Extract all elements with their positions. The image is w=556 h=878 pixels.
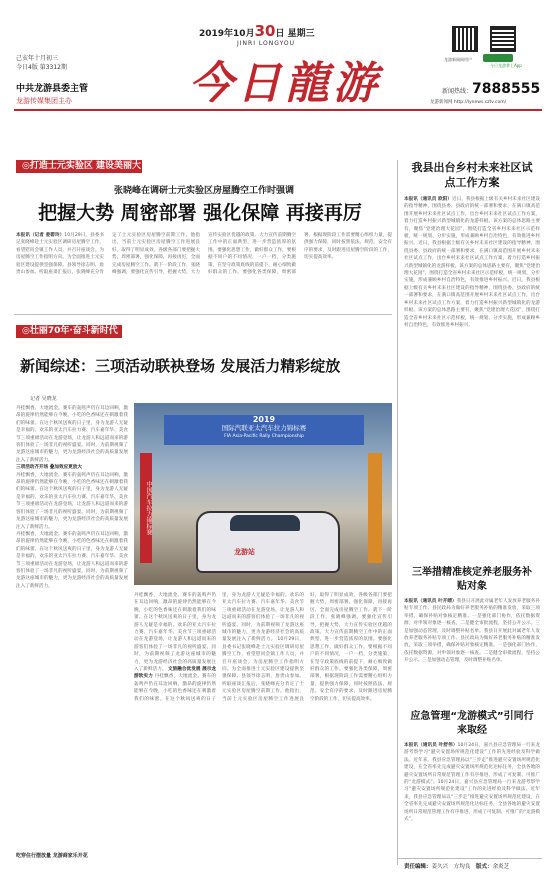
top-byline: 本报讯（记者 姜碧玲） <box>16 233 65 238</box>
side-body-1 <box>404 196 540 554</box>
publisher: 龙游传媒集团主办 <box>16 97 72 105</box>
footer-credits <box>404 862 509 870</box>
issue-number: 今日4版 第3312期 <box>16 64 67 71</box>
section-divider <box>14 314 392 315</box>
right-column-divider <box>397 160 398 865</box>
photo-side-banner: 中国汽车拉力锦标赛 <box>140 453 152 563</box>
rally-car-window <box>230 515 300 531</box>
masthead-rule <box>14 109 542 111</box>
date-suffix: 日 星期三 <box>275 29 315 39</box>
qr-code-1 <box>452 26 478 52</box>
side-headline-2: 三举措精准核定养老服务补贴对象 <box>412 567 532 592</box>
qr-code-2 <box>490 26 516 52</box>
side-article-1 <box>404 160 540 554</box>
masthead-title-text: 今日龍游 <box>189 58 381 109</box>
feature-body-text-3: 丹桂飘香，大地流金。赛车的轰鸣声仍在耳边回响，激昂的旋律仍然能够在今晚，小吃的色香味还在刺激着我们的味蕾。在这个秋风送爽的日子里，身为龙游人无疑是幸福的。欢乐的亚太汽车拉力赛、汽车嘉年华、美食节三项重磅活动在龙游登场，让龙游人和远道而来的游客们体验了一场非凡的视听盛宴。同时，为前期视频了龙游这座城市的魅力，更为龙游经济社会的高质量发展注入了新鲜活力。 <box>16 531 128 589</box>
feature-body-col1 <box>16 405 128 850</box>
side-article-3 <box>404 710 540 860</box>
side-body-text-3b: 10月24日，嘉兴县应急管理局一行来龙游考察学习“避灾安置场所规范化建设”工作的先进经验及科学做法。近年来，我县应急管理局以“三步走”推进避灾安置场所规范化建设，在全省率先完成避灾安置场所规范化达标任务，全县各地的避灾安置场所日常规范管理工作有序推进，形成了可复制、可推广的“龙游模式”。 <box>404 780 540 823</box>
feature-body-text-4: 丹桂飘香，大地流金。赛车的轰鸣声仍在耳边回响，激昂的旋律仍然能够在今晚，小吃的色香味还在刺激着我们的味蕾。在这个秋风送爽的日子里，身为龙游人无疑是幸福的。欢乐的亚太汽车拉力赛、汽车嘉年华、美食节三项重磅活动在龙游登场，让龙游人和远道而来的游客们体验了一场非凡的视听盛宴。同时，为前期视频了龙游这座城市的魅力，更为龙游经济社会的高质量发展注入了新鲜活力。 <box>134 593 216 673</box>
side-byline-3: 本报讯（通讯员 叶舒伟） <box>404 743 458 748</box>
side-article-2 <box>404 566 540 690</box>
footer-rule <box>398 858 542 859</box>
top-body <box>16 232 392 304</box>
lunar-date: 己亥年十月初三 <box>16 55 59 62</box>
editor-label: 责任编辑： <box>404 864 432 870</box>
photo-banner-english: FIA Asia-Pacific Rally Championship <box>224 434 304 439</box>
proofreader: 方均良 <box>453 864 471 870</box>
feature-subhead-1: 三项活动齐开场 叠加效应更放大 <box>16 465 82 471</box>
side-body-2 <box>404 598 540 690</box>
feature-photo <box>134 403 392 585</box>
side-headline-3: 应急管理“龙游模式”引同行来取经 <box>410 711 534 736</box>
photo-banner-year: 2019 <box>252 415 276 424</box>
hotline-number: 7888555 <box>472 81 541 97</box>
feature-byline: 记者 吴晓龙 <box>30 396 57 402</box>
sponsor: 中共龙游县委主管 <box>16 84 89 94</box>
masthead-title <box>140 54 430 114</box>
date-line <box>199 22 315 40</box>
feature-body-cols <box>134 592 392 862</box>
side-body-text-1b: 近日，我县根据上级有关乡村未来社区建设的指导精神，围绕县委、县政府的统一部署和要求，在满口镇高范围开展乡村未来社区试点工作，出台乡村未来社区试点工作方案，着力打造乡村振兴新型城镇化的龙游样板。该方案的总体思路主要有，聚焦“党建治理大花园”，围绕打造全省乡村未来社区示范样板，统一规划、分步实施，形成兼顾乡村自治特色，有效推进乡村振兴。 <box>404 241 540 284</box>
feature-body-text: 丹桂飘香，大地流金。赛车的轰鸣声仍在耳边回响，激昂的旋律仍然能够在今晚，小吃的色香味还在刺激着我们的味蕾。在这个秋风送爽的日子里，身为龙游人无疑是幸福的。欢乐的亚太汽车拉力赛、汽车嘉年华、美食节三项重磅活动在龙游登场，让龙游人和远道而来的游客们体验了一场非凡的视听盛宴。同时，为前期视频了龙游这座城市的魅力，更为龙游经济社会的高质量发展注入了新鲜活力。 <box>16 406 128 463</box>
top-subtitle: 张晓峰在调研士元实验区房屋腾空工作时强调 <box>113 186 294 196</box>
layout-name: 余炎芝 <box>492 864 510 870</box>
top-banner: ◎打造士元实验区 建设美丽大花园 <box>16 160 142 173</box>
feature-headline: 新闻综述：三项活动联袂登场 发展活力精彩绽放 <box>20 357 341 375</box>
photo-caption: 龙游站 <box>234 548 255 556</box>
date-prefix: 2019年10月 <box>199 29 255 39</box>
side-body-text-2b: 我县日开展此对属老年人发放养老服务补贴专项工作。县民政局为做好养老服务补贴的精准发放，采取三项举措，确保补贴对象核定精准。一是强化部门协作，依托数据资源，对申领对象逐一核查。二是健全审批流程，坚持公开公示。三是加强动态管理，及时调整补贴名单。 <box>404 628 540 664</box>
side-body-text-3: 10月24日，嘉兴县应急管理局一行来龙游考察学习“避灾安置场所规范化建设”工作的先进经验及科学做法。近年来，我县应急管理局以“三步走”推进避灾安置场所规范化建设，在全省率先完成避灾安置场所规范化达标任务，全县各地的避灾安置场所日常规范管理工作有序推进，形成了可复制、可推广的“龙游模式”。 <box>404 743 540 786</box>
editor-name: 姜久兴 <box>431 864 449 870</box>
feature-body-text-6: 10月29日，县委书记张晓峰赴士元实验区调研房屋腾空工作，看望慰问会镇工作人员，并召开座谈会。为房屋腾空工作指明方向。为全面推进士元实验区建设提供坚强保障。县领导徐志明、詹贵山参加。听取座谈汇报后，张晓峰充分肯定了士元实验区房屋腾空前期工作。他指出，当前士元实验区房屋腾空工作进展良好，取得了明显成效，各级各部门要把握大势，周密部署，强化保障，再接再厉，全面完成房屋腾空工作。就下一阶段工作，张晓峰强调，要强化宣传引导，把握大势，大力宣传实验区优越的政策。大力宣传前期腾空工作中的正面典型，进一步营造浓厚的氛围。要强化思想工作，做好群众工作，要根据不同户的不同情况，一户一档，分类施策，在坚守政策底线的前提下，耐心细致做好群众的工作。要强化各类保障，周密部署，根据现阶段工作需要精心组织力量，提供强力保障，同时按照依法、规范、安全有序的要求，及时跟进房屋腾空阶段的工作，切实提高效率。 <box>222 593 392 702</box>
qr-label-1: 龙游新闻网用户 <box>444 57 472 62</box>
hotline-label: 新闻热线： <box>442 88 473 95</box>
side-body-text-1: 近日，我县根据上级有关乡村未来社区建设的指导精神，围绕县委、县政府的统一部署和要求，在满口镇高范围开展乡村未来社区试点工作，出台乡村未来社区试点工作方案，着力打造乡村振兴新型城镇化的龙游样板。该方案的总体思路主要有，聚焦“党建治理大花园”，围绕打造全省乡村未来社区示范样板，统一规划、分步实施，形成兼顾乡村自治特色，有效推进乡村振兴。 <box>404 197 540 247</box>
top-headline: 把握大势 周密部署 强化保障 再接再厉 <box>38 202 362 224</box>
photo-banner-title: 国际汽联亚太汽车拉力锦标赛 <box>221 424 307 432</box>
feature-body-text-2: 丹桂飘香，大地流金。赛车的轰鸣声仍在耳边回响，激昂的旋律仍然能够在今晚，小吃的色香味还在刺激着我们的味蕾。在这个秋风送爽的日子里，身为龙游人无疑是幸福的。欢乐的亚太汽车拉力赛、汽车嘉年华、美食节三项重磅活动在龙游登场，让龙游人和远道而来的游客们体验了一场非凡的视听盛宴。同时，为前期视频了龙游这座城市的魅力，更为龙游经济社会的高质量发展注入了新鲜活力。 <box>16 472 128 530</box>
side-byline-1: 本报讯（通讯员 欧阳） <box>404 197 452 202</box>
date-day: 30 <box>254 22 276 40</box>
hotline <box>442 78 540 97</box>
masthead-pinyin: JINRI LONGYOU <box>237 40 296 47</box>
side-body-text-2: 我县日开展此对属老年人发放养老服务补贴专项工作。县民政局为做好养老服务补贴的精准发放，采取三项举措，确保补贴对象核定精准。一是强化部门协作，依托数据资源，对申领对象逐一核查。二是健全审批流程，坚持公开公示。三是加强动态管理，及时调整补贴名单。 <box>404 599 540 634</box>
feature-subhead-2: 文旅融合优发展 展示龙游软实力 <box>134 667 216 680</box>
feature-banner: ◎壮丽70年·奋斗新时代 <box>16 325 122 338</box>
side-body-3 <box>404 742 540 860</box>
side-headline-1: 我县出台乡村未来社区试点工作方案 <box>411 161 533 189</box>
photo-event-banner <box>164 415 364 445</box>
feature-body-text-5: 丹桂飘香，大地流金。赛车的轰鸣声仍在耳边回响，激昂的旋律仍然能够在今晚，小吃的色香味还在刺激着我们的味蕾。在这个秋风送爽的日子里，身为龙游人无疑是幸福的。欢乐的亚太汽车拉力赛、汽车嘉年华、美食节三项重磅活动在龙游登场，让龙游人和远道而来的游客们体验了一场非凡的视听盛宴。同时，为前期视频了龙游这座城市的魅力，更为龙游经济社会的高质量发展注入了新鲜活力。 <box>134 593 304 702</box>
side-body-text-1c: 近日，我县根据上级有关乡村未来社区建设的指导精神，围绕县委、县政府的统一部署和要求，在满口镇高范围开展乡村未来社区试点工作，出台乡村未来社区试点工作方案，着力打造乡村振兴新型城镇化的龙游样板。该方案的总体思路主要有，聚焦“党建治理大花园”，围绕打造全省乡村未来社区示范样板，统一规划、分步实施，形成兼顾乡村自治特色，有效推进乡村振兴。 <box>404 278 540 328</box>
layout-label: 版式： <box>476 864 493 870</box>
top-body-text: 10月29日，县委书记张晓峰赴士元实验区调研房屋腾空工作，看望慰问会镇工作人员，并召开座谈会。为房屋腾空工作指明方向。为全面推进士元实验区建设提供坚强保障。县领导徐志明、詹贵山参加。听取座谈汇报后，张晓峰充分肯定了士元实验区房屋腾空前期工作。他指出，当前士元实验区房屋腾空工作进展良好，取得了明显成效，各级各部门要把握大势，周密部署，强化保障，再接再厉，全面完成房屋腾空工作。就下一阶段工作，张晓峰强调，要强化宣传引导，把握大势，大力宣传实验区优越的政策。大力宣传前期腾空工作中的正面典型，进一步营造浓厚的氛围。要强化思想工作，做好群众工作，要根据不同户的不同情况，一户一档，分类施策，在坚守政策底线的前提下，耐心细致做好群众的工作。要强化各类保障，周密部署，根据现阶段工作需要精心组织力量，提供强力保障，同时按照依法、规范、安全有序的要求，及时跟进房屋腾空阶段的工作，切实提高效率。 <box>16 233 392 276</box>
website: 龙游新闻网 http://lynews.cztv.com/ <box>430 100 507 105</box>
photo-right-banner <box>368 453 382 563</box>
side-byline-2: 本报讯（通讯员 叶开晴） <box>404 599 457 604</box>
brand-logo-icon <box>483 54 513 62</box>
feature-subhead-3: 吃穿住行摆放量 龙游商家乐开花 <box>16 853 88 859</box>
left-info <box>16 54 106 106</box>
qr-label-2: 今日龙游掌上App <box>490 63 522 68</box>
